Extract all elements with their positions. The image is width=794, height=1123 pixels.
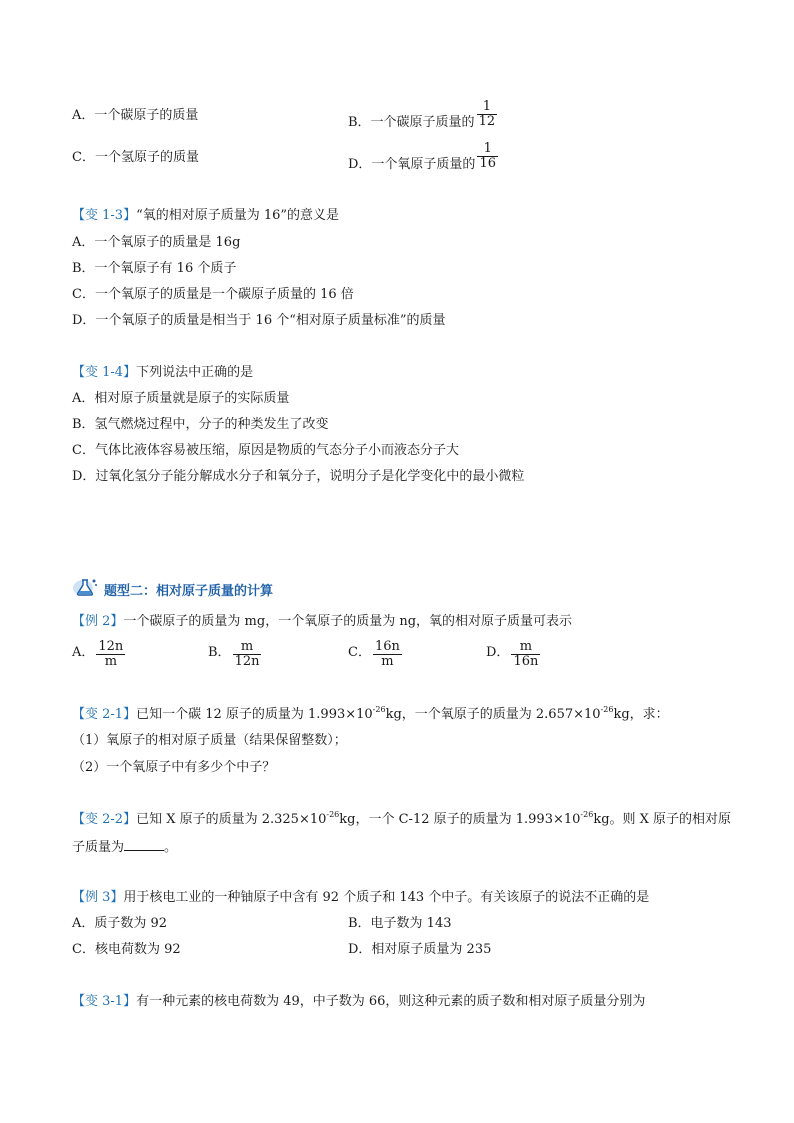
- question-tag: 【变 3-1】: [72, 994, 137, 1009]
- question-text: kg，求：: [613, 707, 669, 722]
- option-b: B．氢气燃烧过程中，分子的种类发生了改变: [72, 417, 329, 432]
- option-b: [348, 100, 497, 129]
- question-text: kg。则 X 原子的相对原: [593, 812, 732, 827]
- question-stem: [72, 890, 649, 906]
- question-tag: 【例 2】: [72, 614, 124, 629]
- question-stem: [72, 365, 253, 381]
- option-label: C．: [348, 645, 371, 660]
- option-c: C．核电荷数为 92: [72, 942, 181, 957]
- exponent: -26: [326, 810, 340, 819]
- option-d: [348, 142, 498, 171]
- option-b: B．一个氧原子有 16 个质子: [72, 261, 237, 276]
- fraction-denominator: 16n: [513, 654, 539, 669]
- sub-question: （1）氧原子的相对原子质量（结果保留整数）；: [72, 733, 347, 748]
- question-stem: [72, 707, 669, 723]
- option-c: C．气体比液体容易被压缩，原因是物质的气态分子小而液态分子大: [72, 443, 459, 458]
- option-b-text: B．一个碳原子质量的: [348, 115, 475, 130]
- section-heading: [72, 576, 273, 602]
- option-a: A．一个氧原子的质量是 16g: [72, 235, 241, 250]
- question-text: kg，一个氧原子的质量为 2.657×10: [385, 707, 601, 722]
- fraction-numerator: 1: [477, 100, 498, 115]
- fraction-numerator: 12n: [98, 639, 124, 654]
- fraction-numerator: m: [233, 640, 262, 655]
- exponent: -26: [372, 705, 386, 714]
- question-text: 下列说法中正确的是: [136, 365, 254, 380]
- flask-icon: [72, 576, 100, 602]
- option-d: D．过氧化氢分子能分解成水分子和氧分子，说明分子是化学变化中的最小微粒: [72, 469, 525, 484]
- question-tag: 【变 1-3】: [72, 208, 137, 223]
- question-stem: [72, 812, 731, 828]
- question-text: 已知 X 原子的质量为 2.325×10: [136, 812, 327, 827]
- question-tag: 【变 2-2】: [72, 812, 137, 827]
- fraction-numerator: m: [511, 640, 540, 655]
- option-c: [348, 640, 402, 669]
- option-label: B．: [208, 645, 231, 660]
- option-d: D．一个氧原子的质量是相当于 16 个“相对原子质量标准”的质量: [72, 313, 446, 328]
- option-c: C．一个氢原子的质量: [72, 150, 199, 165]
- question-text: 。: [164, 840, 178, 855]
- question-stem: [72, 994, 645, 1010]
- option-d: [486, 640, 540, 669]
- option-d-text: D．一个氧原子质量的: [348, 157, 476, 172]
- option-d: D．相对原子质量为 235: [348, 942, 492, 957]
- question-text: kg，一个 C-12 原子的质量为 1.993×10: [339, 812, 581, 827]
- question-stem: [72, 614, 572, 630]
- sub-question: （2）一个氧原子中有多少个中子？: [72, 760, 276, 775]
- fraction: [233, 640, 262, 669]
- exponent: -26: [600, 705, 614, 714]
- question-tag: 【变 1-4】: [72, 365, 137, 380]
- option-a: A．相对原子质量就是原子的实际质量: [72, 391, 290, 406]
- fraction: [96, 640, 125, 669]
- option-a: A．质子数为 92: [72, 916, 168, 931]
- fraction: [511, 640, 540, 669]
- question-stem: [72, 208, 339, 224]
- option-label: D．: [486, 645, 510, 660]
- fraction-denominator: m: [104, 654, 118, 669]
- question-tag: 【例 3】: [72, 890, 124, 905]
- question-text: “氧的相对原子质量为 16”的意义是: [136, 208, 340, 223]
- answer-blank[interactable]: [124, 838, 164, 851]
- fraction-numerator: 1: [477, 142, 498, 157]
- option-b: B．电子数为 143: [348, 916, 452, 931]
- question-tag: 【变 2-1】: [72, 707, 137, 722]
- exponent: -26: [580, 810, 594, 819]
- option-a: [72, 640, 125, 669]
- question-text: 子质量为: [72, 840, 125, 855]
- question-text: 有一种元素的核电荷数为 49，中子数为 66，则这种元素的质子数和相对原子质量分别为: [136, 994, 646, 1009]
- question-text: 已知一个碳 12 原子的质量为 1.993×10: [136, 707, 373, 722]
- option-c: C．一个氧原子的质量是一个碳原子质量的 16 倍: [72, 287, 354, 302]
- fraction-denominator: 12: [478, 114, 496, 129]
- fraction-denominator: m: [381, 654, 394, 669]
- fraction-denominator: 16: [479, 156, 496, 171]
- option-b: [208, 640, 261, 669]
- fraction-denominator: 12n: [234, 654, 260, 669]
- fraction: [477, 100, 498, 129]
- question-stem-continued: [72, 838, 177, 856]
- question-text: 一个碳原子的质量为 mg，一个氧原子的质量为 ng，氧的相对原子质量可表示: [123, 614, 573, 629]
- fraction: [373, 640, 402, 669]
- fraction: [477, 142, 498, 171]
- option-a: A．一个碳原子的质量: [72, 108, 199, 123]
- option-label: A．: [72, 645, 95, 660]
- section-title: 题型二：相对原子质量的计算: [104, 583, 274, 599]
- question-text: 用于核电工业的一种铀原子中含有 92 个质子和 143 个中子。有关该原子的说法不正确的是: [123, 890, 650, 905]
- fraction-numerator: 16n: [374, 639, 400, 654]
